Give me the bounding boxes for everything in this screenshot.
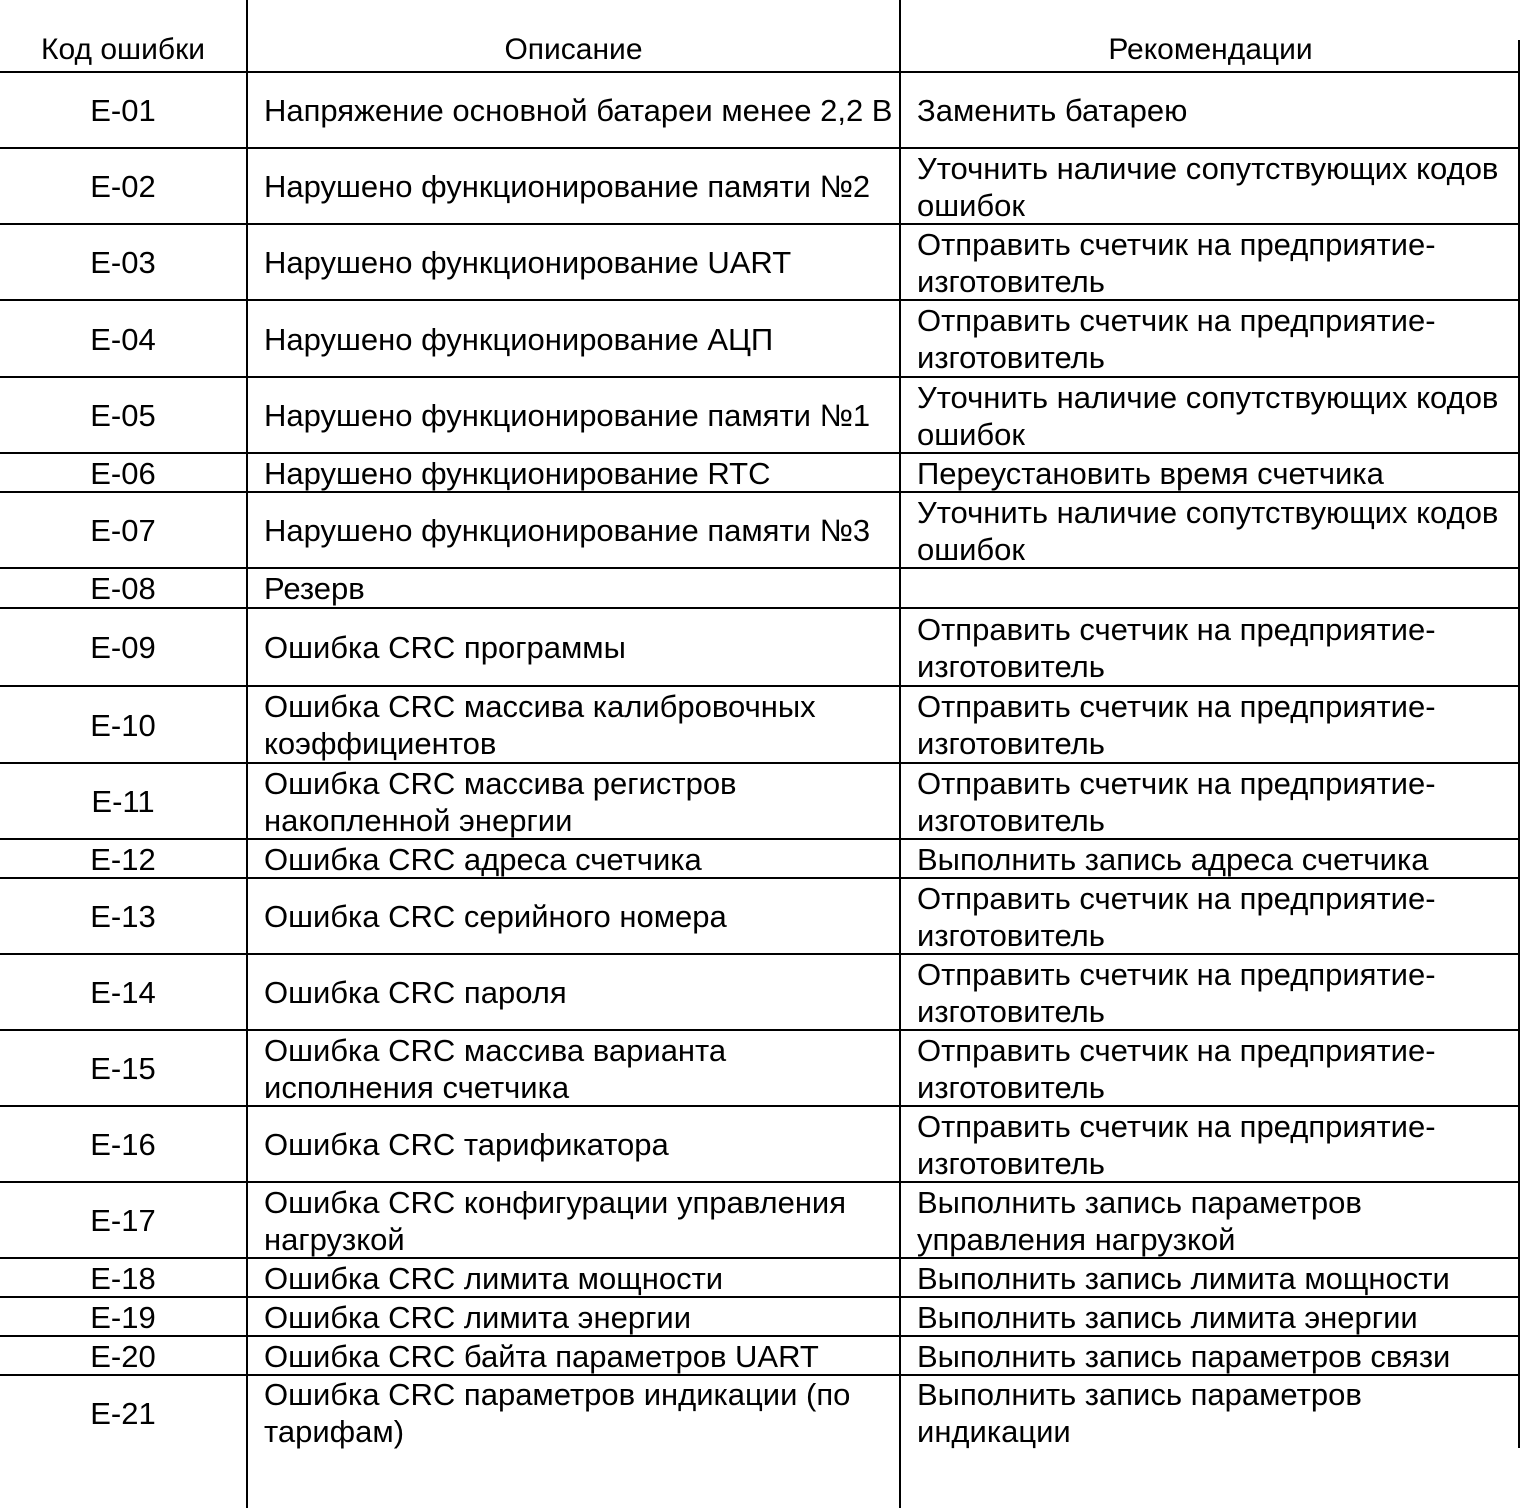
error-code-cell-text: E-05 (90, 398, 156, 433)
recommendation-cell (901, 1107, 1520, 1182)
recommendation-cell-text: Отправить счетчик на предприятие-изготовитель (917, 1032, 1436, 1105)
recommendation-cell (901, 1259, 1520, 1297)
description-cell (248, 609, 899, 686)
description-cell-text: Ошибка CRC массива калибровочных коэффициентов (264, 689, 816, 761)
header-code: Код ошибки (41, 33, 205, 66)
description-cell (248, 1107, 899, 1182)
error-code-cell-text: E-07 (90, 513, 156, 548)
error-code-cell-text: E-17 (90, 1203, 156, 1238)
description-cell-text: Ошибка CRC лимита мощности (264, 1260, 724, 1296)
description-cell (248, 1337, 899, 1375)
error-code-cell-text: E-10 (90, 707, 156, 743)
description-cell (248, 840, 899, 878)
description-cell-text: Нарушено функционирование UART (264, 245, 792, 280)
recommendation-cell-text: Уточнить наличие сопутствующих кодов ошибок (917, 379, 1499, 452)
error-code-cell (0, 493, 246, 568)
recommendation-cell (901, 609, 1520, 686)
description-cell-text: Ошибка CRC пароля (264, 975, 567, 1010)
recommendation-cell-text: Переустановить время счетчика (917, 455, 1384, 491)
error-code-cell-text: E-18 (90, 1260, 156, 1296)
error-code-cell (0, 1259, 246, 1297)
header-recommendation: Рекомендации (1108, 33, 1313, 66)
error-code-cell (0, 764, 246, 839)
error-code-cell (0, 955, 246, 1030)
error-code-cell-text: E-20 (90, 1338, 156, 1374)
error-code-cell-text: E-19 (90, 1299, 156, 1335)
recommendation-cell (901, 493, 1520, 568)
description-cell (248, 301, 899, 377)
description-cell-text: Нарушено функционирование памяти №3 (264, 513, 871, 548)
error-code-cell (0, 1298, 246, 1336)
recommendation-cell-text: Отправить счетчик на предприятие-изготовитель (917, 226, 1436, 299)
description-cell-text: Ошибка CRC массива регистров накопленной энергии (264, 765, 737, 838)
description-cell-text: Ошибка CRC адреса счетчика (264, 841, 702, 877)
error-code-cell-text: E-12 (90, 841, 156, 877)
recommendation-cell (901, 955, 1520, 1030)
recommendation-cell-text: Выполнить запись лимита мощности (917, 1260, 1450, 1296)
recommendation-cell (901, 1298, 1520, 1336)
recommendation-cell-text: Отправить счетчик на предприятие-изготовитель (917, 1108, 1436, 1181)
description-cell (248, 687, 899, 763)
recommendation-cell (901, 1183, 1520, 1258)
recommendation-cell (901, 301, 1520, 377)
description-cell (248, 764, 899, 839)
description-cell-text: Нарушено функционирование памяти №1 (264, 398, 871, 433)
error-code-cell (0, 687, 246, 763)
recommendation-cell (901, 225, 1520, 300)
recommendation-cell-text: Выполнить запись параметров индикации (917, 1377, 1362, 1449)
recommendation-cell (901, 1376, 1520, 1450)
description-cell-text: Ошибка CRC тарификатора (264, 1127, 669, 1162)
recommendation-cell-text: Отправить счетчик на предприятие-изготовитель (917, 689, 1436, 761)
description-cell-text: Напряжение основной батареи менее 2,2 В (264, 93, 893, 128)
recommendation-cell (901, 149, 1520, 224)
recommendation-cell (901, 687, 1520, 763)
description-cell (248, 493, 899, 568)
description-cell-text: Ошибка CRC конфигурации управления нагрузкой (264, 1184, 847, 1257)
description-cell (248, 378, 899, 453)
recommendation-cell-text: Отправить счетчик на предприятие-изготовитель (917, 880, 1436, 953)
description-cell-text: Ошибка CRC лимита энергии (264, 1299, 692, 1335)
error-code-cell-text: E-21 (90, 1395, 156, 1431)
description-cell (248, 569, 899, 608)
description-cell (248, 149, 899, 224)
description-cell-text: Нарушено функционирование памяти №2 (264, 169, 871, 204)
recommendation-cell (901, 1031, 1520, 1106)
error-code-cell-text: E-11 (91, 784, 155, 819)
recommendation-cell-text: Отправить счетчик на предприятие-изготовитель (917, 956, 1436, 1029)
error-code-cell-text: E-08 (90, 571, 156, 606)
error-code-cell (0, 1031, 246, 1106)
error-code-cell (0, 378, 246, 453)
recommendation-cell-text: Уточнить наличие сопутствующих кодов ошибок (917, 150, 1499, 223)
recommendation-cell-text: Заменить батарею (917, 93, 1188, 128)
error-code-cell-text: E-01 (90, 93, 156, 128)
recommendation-cell-text: Выполнить запись параметров управления нагрузкой (917, 1184, 1362, 1257)
header-description: Описание (504, 33, 643, 66)
error-code-cell (0, 840, 246, 878)
error-code-cell (0, 225, 246, 300)
error-code-cell (0, 609, 246, 686)
description-cell-text: Резерв (264, 571, 365, 606)
recommendation-cell (901, 378, 1520, 453)
recommendation-cell-text: Выполнить запись адреса счетчика (917, 841, 1429, 877)
description-cell (248, 879, 899, 954)
recommendation-cell (901, 569, 1520, 608)
description-cell-text: Нарушено функционирование RTC (264, 455, 771, 491)
error-code-cell (0, 454, 246, 492)
recommendation-cell (901, 1337, 1520, 1375)
description-cell (248, 1183, 899, 1258)
description-cell (248, 454, 899, 492)
description-cell-text: Ошибка CRC массива варианта исполнения счетчика (264, 1032, 727, 1105)
error-code-cell (0, 1376, 246, 1450)
error-code-cell-text: E-14 (90, 975, 156, 1010)
description-cell (248, 73, 899, 148)
recommendation-cell-text: Выполнить запись параметров связи (917, 1338, 1451, 1374)
description-cell-text: Ошибка CRC серийного номера (264, 899, 727, 934)
error-code-cell (0, 1183, 246, 1258)
description-cell (248, 1298, 899, 1336)
recommendation-cell (901, 454, 1520, 492)
recommendation-cell-text: Отправить счетчик на предприятие-изготовитель (917, 611, 1436, 684)
error-code-cell-text: E-13 (90, 899, 156, 934)
error-code-cell (0, 879, 246, 954)
error-code-cell (0, 149, 246, 224)
error-code-cell (0, 1107, 246, 1182)
recommendation-cell-text: Отправить счетчик на предприятие-изготовитель (917, 765, 1436, 838)
error-code-cell-text: E-15 (90, 1051, 156, 1086)
description-cell (248, 1031, 899, 1106)
error-code-cell-text: E-02 (90, 169, 156, 204)
error-code-cell-text: E-16 (90, 1127, 156, 1162)
description-cell-text: Ошибка CRC байта параметров UART (264, 1338, 819, 1374)
recommendation-cell (901, 764, 1520, 839)
description-cell (248, 955, 899, 1030)
recommendation-cell (901, 879, 1520, 954)
recommendation-cell-text: Выполнить запись лимита энергии (917, 1299, 1418, 1335)
recommendation-cell-text: Отправить счетчик на предприятие-изготовитель (917, 303, 1436, 375)
error-code-cell-text: E-03 (90, 245, 156, 280)
description-cell-text: Ошибка CRC параметров индикации (по тарифам) (264, 1377, 851, 1449)
description-cell (248, 1259, 899, 1297)
error-code-cell (0, 1337, 246, 1375)
error-code-cell-text: E-04 (90, 321, 156, 357)
description-cell (248, 1376, 899, 1450)
recommendation-cell (901, 840, 1520, 878)
error-code-cell-text: E-06 (90, 455, 156, 491)
recommendation-cell-text: Уточнить наличие сопутствующих кодов ошибок (917, 494, 1499, 567)
error-code-cell-text: E-09 (90, 630, 156, 665)
error-code-cell (0, 73, 246, 148)
error-code-cell (0, 301, 246, 377)
error-code-cell (0, 569, 246, 608)
description-cell-text: Нарушено функционирование АЦП (264, 321, 774, 357)
description-cell (248, 225, 899, 300)
recommendation-cell (901, 73, 1520, 148)
description-cell-text: Ошибка CRC программы (264, 630, 626, 665)
